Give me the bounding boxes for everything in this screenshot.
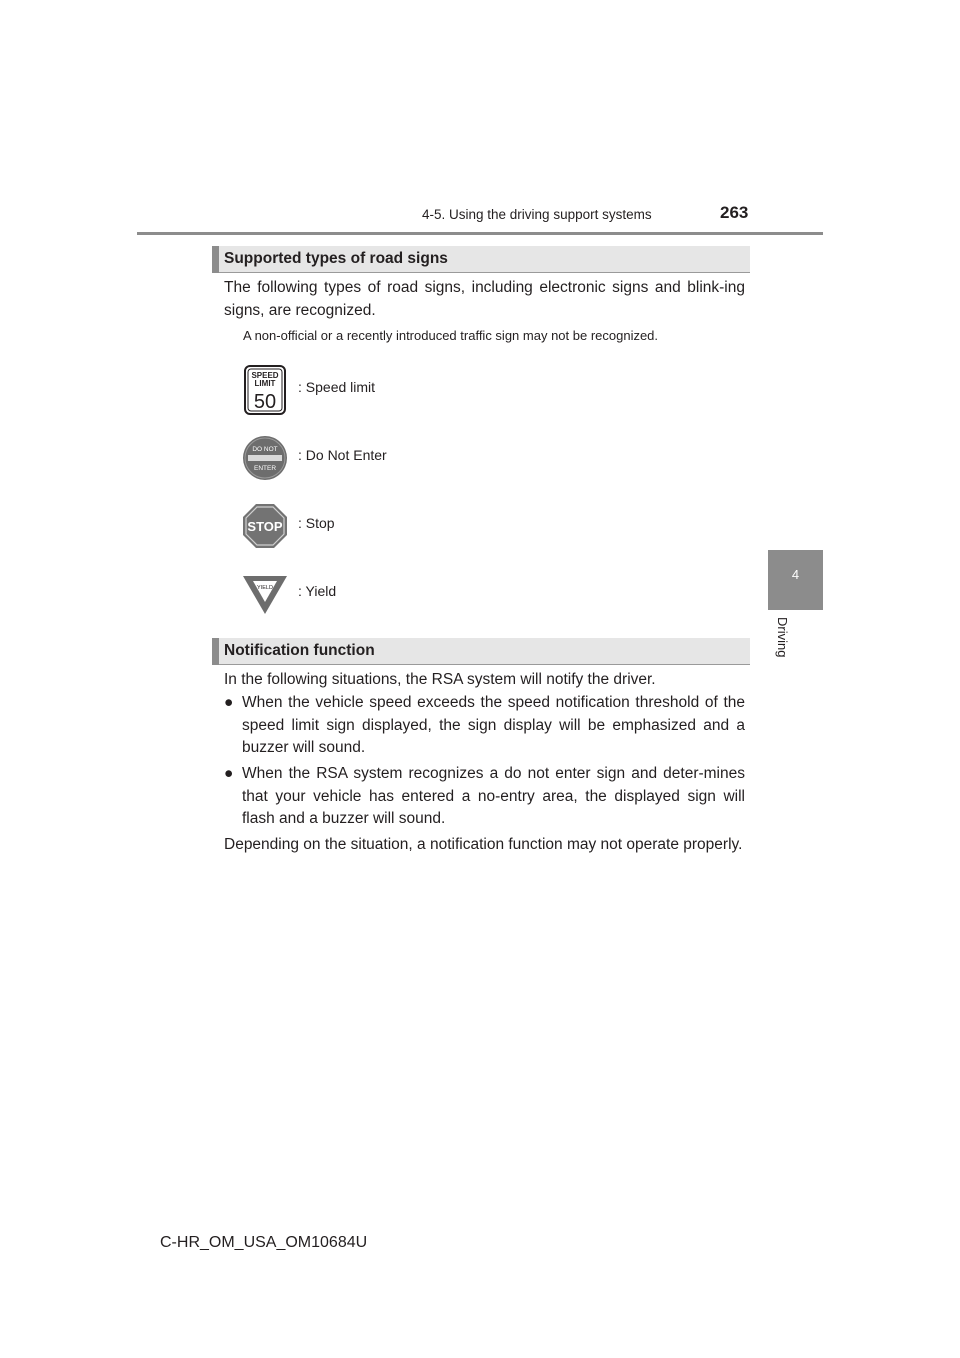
- do-not-enter-sign-icon: [242, 432, 288, 484]
- sign-label-stop: : Stop: [298, 515, 335, 531]
- sign-row-yield: [242, 568, 542, 620]
- supported-signs-note: A non-official or a recently introduced traffic sign may not be recognized.: [243, 328, 659, 343]
- bullet-icon: ●: [224, 694, 234, 711]
- notification-heading-text: Notification function: [224, 642, 375, 659]
- notification-intro: In the following situations, the RSA system will notify the driver.: [224, 671, 656, 688]
- notification-bullet-text-1: When the vehicle speed exceeds the speed notification threshold of the speed limit sign displayed, the sign display will be emphasized and a buzzer will sound.: [242, 694, 745, 756]
- header-divider: [137, 232, 823, 235]
- page-number: 263: [720, 203, 749, 222]
- notification-bullet-2: [224, 763, 745, 833]
- notification-bullet-1: [224, 692, 745, 762]
- sign-label-speed-limit: : Speed limit: [298, 379, 376, 395]
- sign-row-do-not-enter: [242, 432, 542, 484]
- document-code: C-HR_OM_USA_OM10684U: [160, 1234, 368, 1251]
- supported-signs-heading-text: Supported types of road signs: [224, 250, 448, 267]
- chapter-number: 4: [791, 567, 800, 582]
- sign-label-yield: : Yield: [298, 583, 337, 599]
- chapter-tab: [768, 550, 823, 610]
- yield-sign-icon: [242, 568, 288, 620]
- chapter-label: Driving: [775, 617, 790, 658]
- sign-row-stop: [242, 500, 542, 552]
- notification-bullet-text-2: When the RSA system recognizes a do not enter sign and deter-mines that your vehicle has entered a no-entry area, the displayed sign will flash and a buzzer will sound.: [242, 765, 745, 827]
- notification-closing: Depending on the situation, a notification function may not operate properly.: [224, 836, 743, 853]
- speed-limit-sign-text-1: SPEED: [251, 371, 279, 380]
- supported-signs-intro: The following types of road signs, including electronic signs and blink-ing signs, are recognized.: [224, 279, 745, 319]
- do-not-enter-sign-text-2: ENTER: [253, 465, 277, 472]
- speed-limit-sign-value: 50: [253, 391, 277, 413]
- stop-sign-icon: [242, 500, 288, 552]
- stop-sign-text: STOP: [247, 519, 283, 534]
- section-title: 4-5. Using the driving support systems: [422, 207, 652, 222]
- sign-row-speed-limit: [242, 364, 542, 416]
- sign-label-do-not-enter: : Do Not Enter: [298, 447, 387, 463]
- bullet-icon: ●: [224, 765, 234, 782]
- do-not-enter-sign-text-1: DO NOT: [252, 446, 278, 453]
- notification-heading: [212, 638, 750, 665]
- supported-signs-heading: [212, 246, 750, 273]
- speed-limit-sign-icon: [242, 364, 288, 416]
- speed-limit-sign-text-2: LIMIT: [254, 379, 276, 388]
- yield-sign-text: YIELD: [257, 585, 273, 591]
